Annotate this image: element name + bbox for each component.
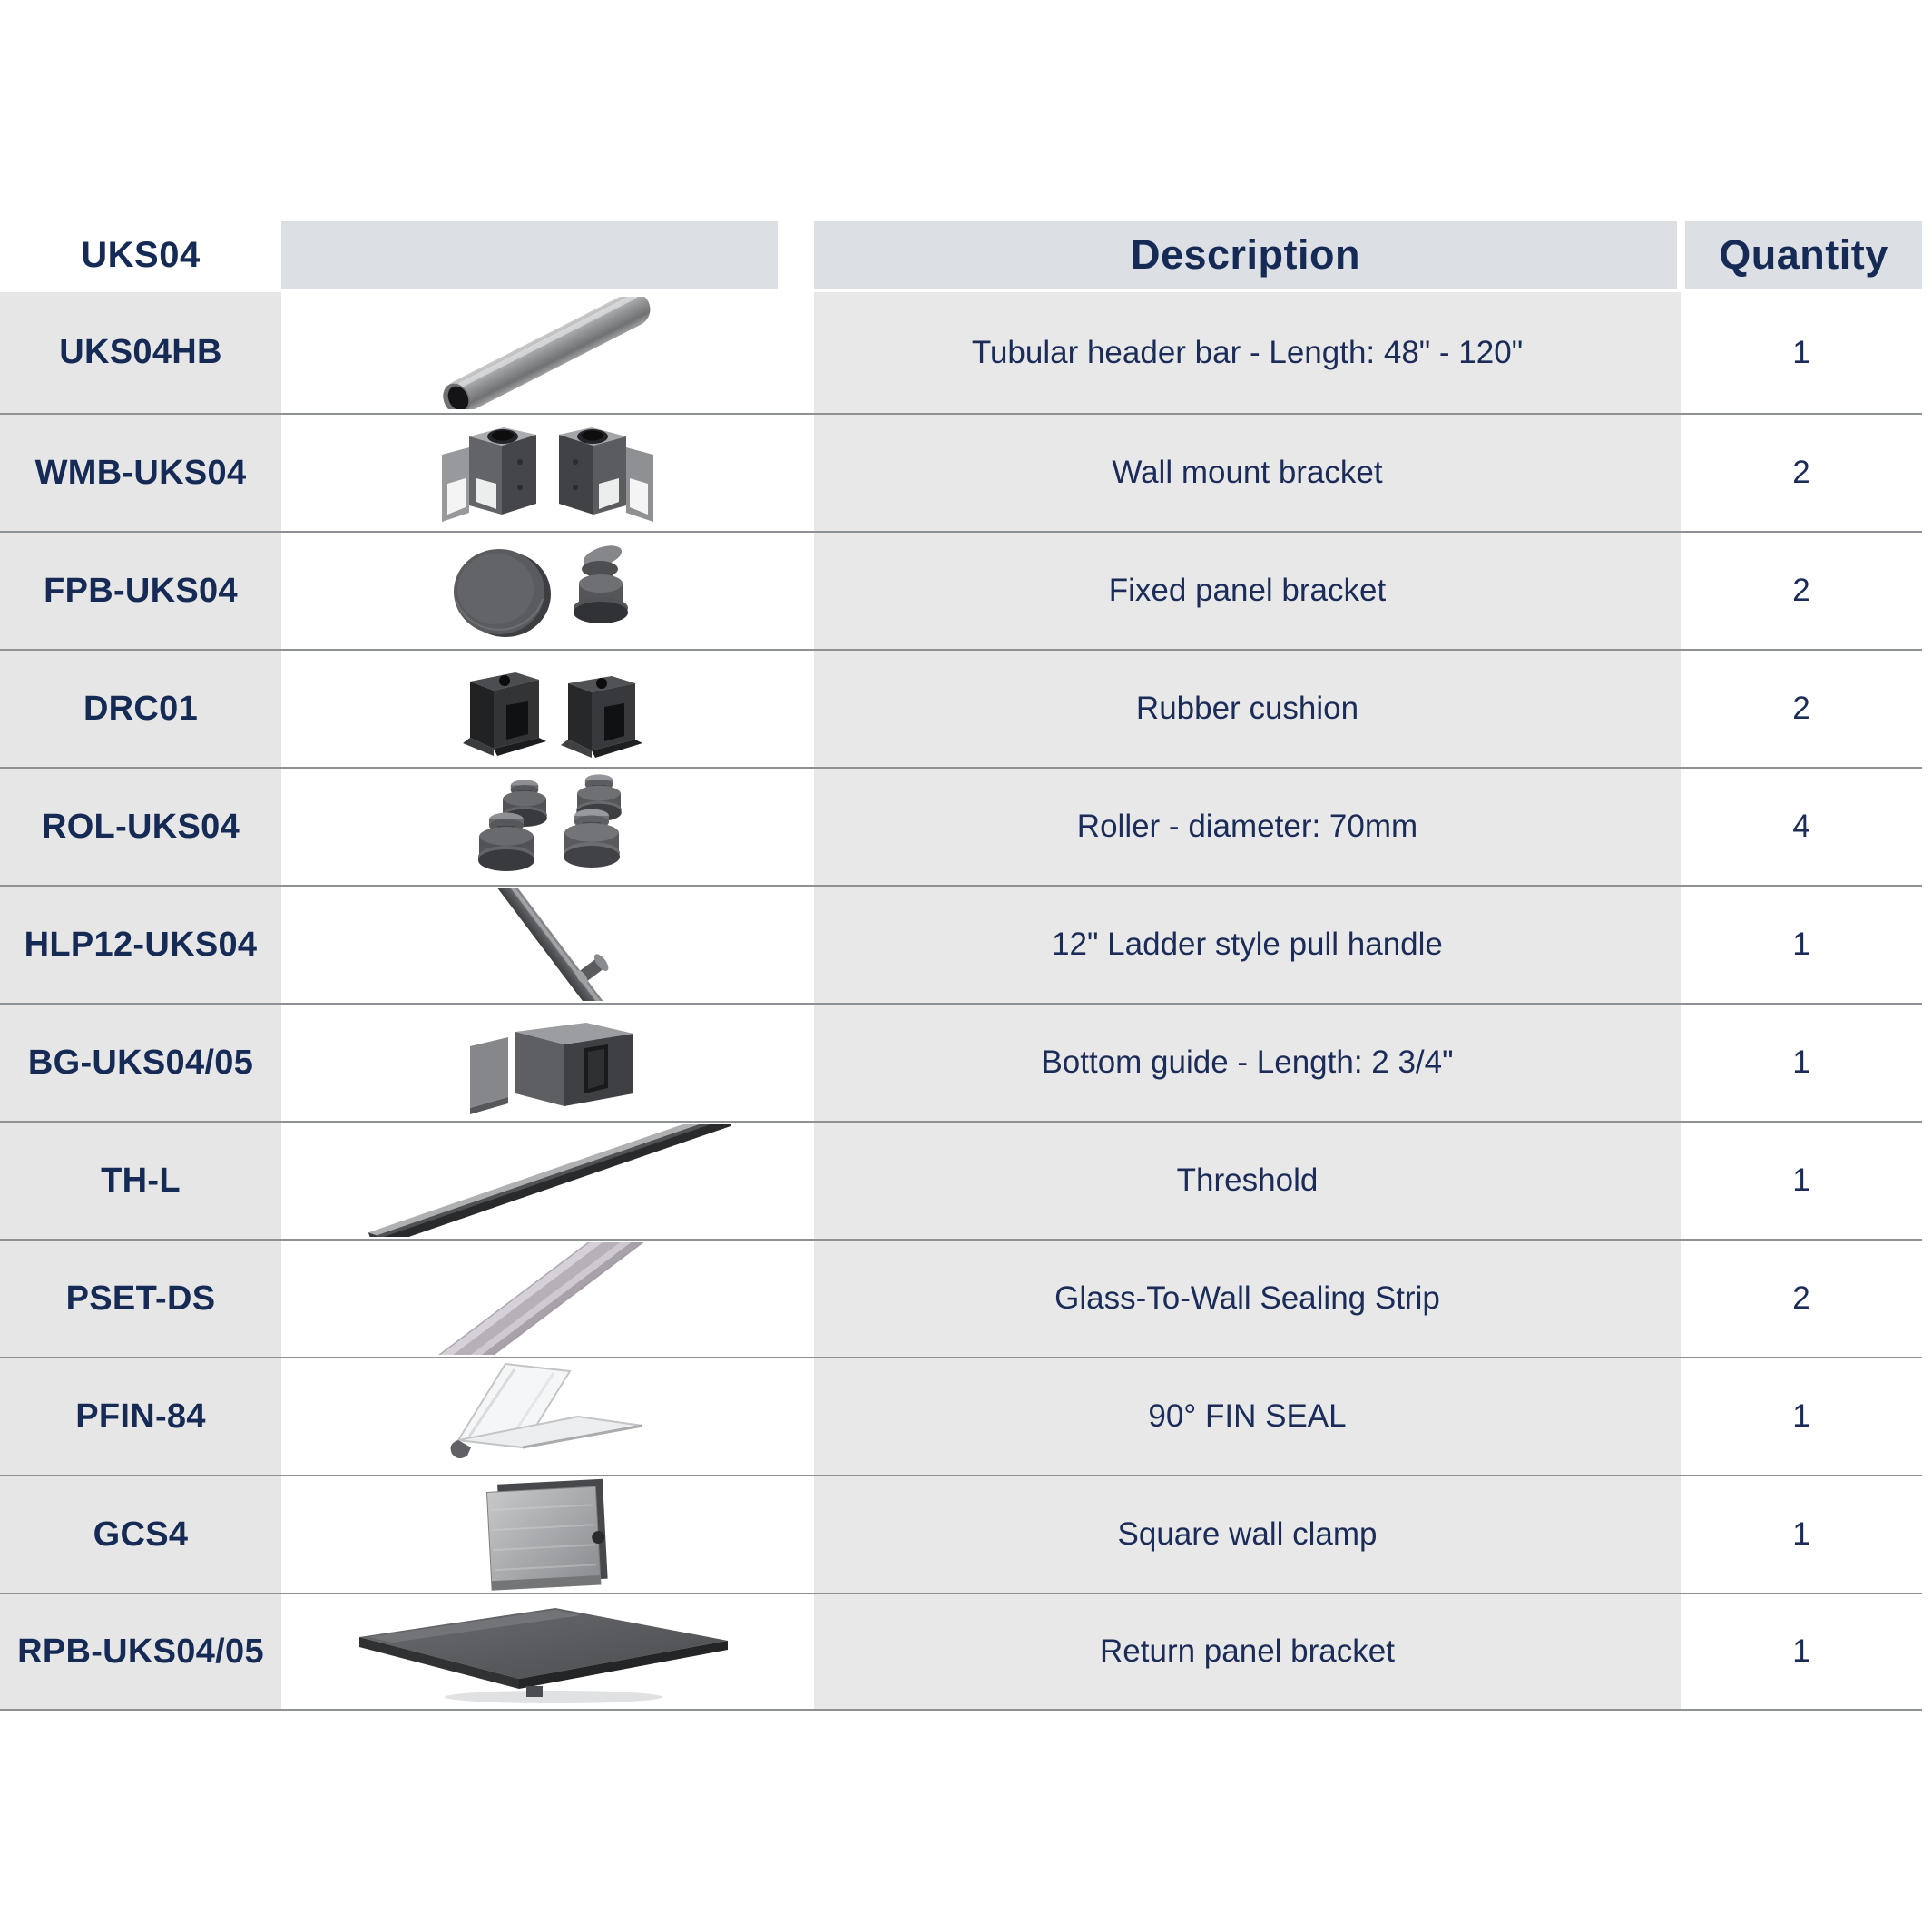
quantity-cell: 1 — [1681, 1476, 1922, 1593]
part-code-cell: DRC01 — [0, 651, 281, 767]
table-row-bg-uks04-05 — [0, 1003, 1922, 1121]
part-code-cell: TH-L — [0, 1123, 281, 1239]
part-code-cell: UKS04HB — [0, 292, 281, 413]
description-cell: Wall mount bracket — [814, 415, 1681, 531]
quantity-cell: 1 — [1681, 1358, 1922, 1475]
header-gap — [778, 221, 814, 289]
product-image-cell — [281, 1241, 814, 1357]
quantity-cell: 2 — [1681, 651, 1922, 767]
quantity-cell: 2 — [1681, 415, 1922, 531]
quantity-cell: 2 — [1681, 533, 1922, 649]
part-code-cell: HLP12-UKS04 — [0, 887, 281, 1003]
table-header-row — [0, 221, 1922, 289]
quantity-cell: 2 — [1681, 1241, 1922, 1357]
product-image-cell — [281, 292, 814, 413]
description-cell: Square wall clamp — [814, 1476, 1681, 1593]
part-code-cell: PSET-DS — [0, 1241, 281, 1357]
description-cell: Tubular header bar - Length: 48" - 120" — [814, 292, 1681, 413]
part-code-cell: RPB-UKS04/05 — [0, 1594, 281, 1709]
quantity-cell: 1 — [1681, 1123, 1922, 1239]
product-image-cell — [281, 1123, 814, 1239]
quantity-cell: 1 — [1681, 292, 1922, 413]
description-cell: Return panel bracket — [814, 1594, 1681, 1709]
part-code-cell: ROL-UKS04 — [0, 769, 281, 885]
description-column-header — [814, 221, 1677, 289]
table-row-fpb-uks04 — [0, 531, 1922, 649]
quantity-cell: 1 — [1681, 1594, 1922, 1709]
kit-code-cell — [0, 221, 281, 289]
fixed-panel-bracket-image — [281, 534, 814, 647]
bottom-guide-image — [281, 1006, 814, 1119]
square-wall-clamp-image — [281, 1478, 814, 1591]
product-image-cell — [281, 415, 814, 531]
part-code-cell: BG-UKS04/05 — [0, 1005, 281, 1121]
pull-handle-image — [281, 888, 814, 1001]
description-cell: 90° FIN SEAL — [814, 1358, 1681, 1475]
product-image-cell — [281, 651, 814, 767]
parts-list-table — [0, 221, 1922, 1711]
table-row-pfin-84 — [0, 1357, 1922, 1475]
description-cell: Bottom guide - Length: 2 3/4" — [814, 1005, 1681, 1121]
description-cell: Rubber cushion — [814, 651, 1681, 767]
part-code-cell: PFIN-84 — [0, 1358, 281, 1475]
tubular-header-bar-image — [281, 297, 814, 409]
product-image-cell — [281, 887, 814, 1003]
kit-code-label: UKS04 — [81, 234, 201, 275]
quantity-cell: 1 — [1681, 887, 1922, 1003]
quantity-cell: 1 — [1681, 1005, 1922, 1121]
quantity-column-header — [1685, 221, 1922, 289]
sealing-strip-image — [281, 1242, 814, 1355]
part-code-cell: WMB-UKS04 — [0, 415, 281, 531]
description-cell: Fixed panel bracket — [814, 533, 1681, 649]
image-column-header — [281, 221, 778, 289]
table-row-th-l — [0, 1121, 1922, 1239]
threshold-image — [281, 1124, 814, 1237]
table-row-hlp12-uks04 — [0, 885, 1922, 1003]
description-cell: Glass-To-Wall Sealing Strip — [814, 1241, 1681, 1357]
roller-image — [281, 770, 814, 883]
description-cell: Threshold — [814, 1123, 1681, 1239]
description-cell: Roller - diameter: 70mm — [814, 769, 1681, 885]
description-header-label: Description — [1130, 231, 1361, 278]
table-row-pset-ds — [0, 1239, 1922, 1357]
quantity-header-label: Quantity — [1719, 231, 1888, 278]
return-panel-bracket-image — [281, 1595, 814, 1708]
part-code-cell: GCS4 — [0, 1476, 281, 1593]
fin-seal-image — [281, 1360, 814, 1473]
product-image-cell — [281, 769, 814, 885]
product-image-cell — [281, 533, 814, 649]
table-row-wmb-uks04 — [0, 413, 1922, 531]
part-code-cell: FPB-UKS04 — [0, 533, 281, 649]
table-row-rol-uks04 — [0, 767, 1922, 885]
product-image-cell — [281, 1476, 814, 1593]
table-row-gcs4 — [0, 1475, 1922, 1593]
product-image-cell — [281, 1594, 814, 1709]
quantity-cell: 4 — [1681, 769, 1922, 885]
table-row-uks04hb — [0, 292, 1922, 413]
description-cell: 12" Ladder style pull handle — [814, 887, 1681, 1003]
product-image-cell — [281, 1005, 814, 1121]
product-image-cell — [281, 1358, 814, 1475]
table-row-rpb-uks04-05 — [0, 1593, 1922, 1711]
header-gap — [1677, 221, 1685, 289]
wall-mount-bracket-image — [281, 417, 814, 529]
table-row-drc01 — [0, 649, 1922, 767]
rubber-cushion-image — [281, 652, 814, 765]
